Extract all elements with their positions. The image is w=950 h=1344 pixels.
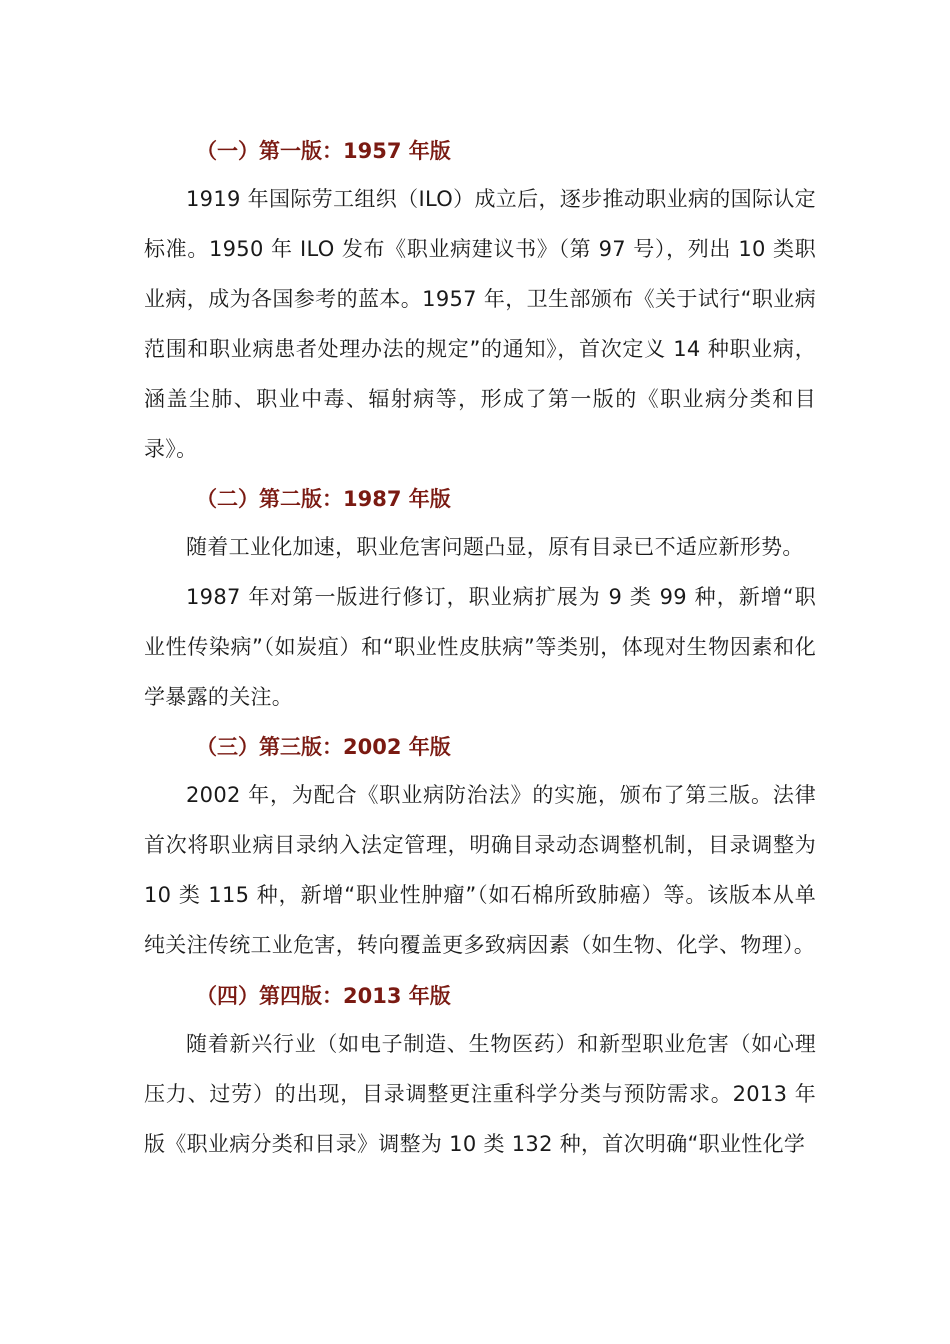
section-heading-2002: （三）第三版：2002 年版 bbox=[196, 735, 451, 759]
paragraph-2002-revision: 2002 年，为配合《职业病防治法》的实施，颁布了第三版。法律首次将职业病目录纳入法定管理，明确目录动态调整机制，目录调整为 10 类 115 种，新增“职业性肿瘤”（如石棉所致肺癌）等。该版本从单纯关注传统工业危害，转向覆盖更多致病因素（如生物、化学、物理）。 bbox=[144, 783, 816, 957]
section-heading-1957: （一）第一版：1957 年版 bbox=[196, 139, 451, 163]
section-heading-2013: （四）第四版：2013 年版 bbox=[196, 984, 451, 1008]
paragraph-1987-revision: 1987 年对第一版进行修订，职业病扩展为 9 类 99 种，新增“职业性传染病”（如炭疽）和“职业性皮肤病”等类别，体现对生物因素和化学暴露的关注。 bbox=[144, 585, 816, 709]
paragraph-2013-revision: 随着新兴行业（如电子制造、生物医药）和新型职业危害（如心理压力、过劳）的出现，目录调整更注重科学分类与预防需求。2013 年版《职业病分类和目录》调整为 10 类 132 种，首次明确“职业性化学 bbox=[144, 1032, 817, 1156]
paragraph-1987-context: 随着工业化加速，职业危害问题凸显，原有目录已不适应新形势。 bbox=[186, 535, 804, 559]
section-heading-1987: （二）第二版：1987 年版 bbox=[196, 487, 451, 511]
paragraph-1957-history: 1919 年国际劳工组织（ILO）成立后，逐步推动职业病的国际认定标准。1950 年 ILO 发布《职业病建议书》（第 97 号），列出 10 类职业病，成为各国参考的蓝本。1957 年，卫生部颁布《关于试行“职业病范围和职业病患者处理办法的规定”的通知》，首次定义 14 种职业病，涵盖尘肺、职业中毒、辐射病等，形成了第一版的《职业病分类和目录》。 bbox=[144, 187, 816, 461]
